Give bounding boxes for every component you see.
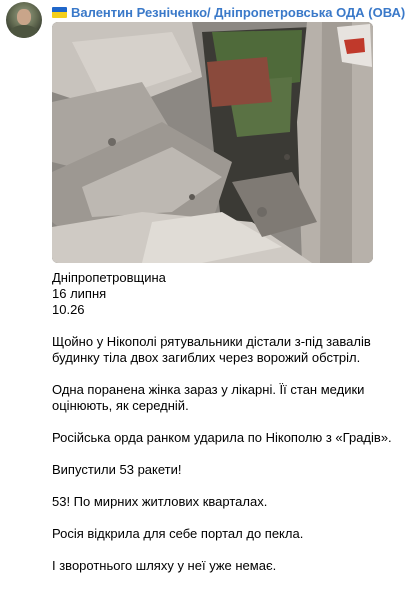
post-message [52,270,402,574]
post-paragraph: Випустили 53 ракети! [52,462,182,477]
avatar-face [17,9,31,25]
channel-name[interactable]: Валентин Резніченко/ Дніпропетровська ОДА (ОВА) [71,4,406,20]
post-paragraph: І зворотнього шляху у неї уже немає. [52,558,277,573]
post-paragraph: Росія відкрила для себе портал до пекла. [52,526,304,541]
post-paragraph: Російська орда ранком ударила по Нікополю з «Градів». [52,430,392,445]
channel-avatar[interactable] [6,2,42,38]
rubble-image [52,22,373,263]
post-date: 16 липня [52,286,107,301]
post-paragraph: Щойно у Нікополі рятувальники дістали з-під завалів будинку тіла двох загиблих через ворожий обстріл. [52,334,371,365]
post-paragraph: 53! По мирних житлових кварталах. [52,494,268,509]
channel-header[interactable] [52,4,405,20]
ukraine-flag-icon [52,7,67,18]
post-time: 10.26 [52,302,85,317]
post-paragraph: Одна поранена жінка зараз у лікарні. Її стан медики оцінюють, як середній. [52,382,365,413]
avatar-shoulders [9,25,39,38]
post-region: Дніпропетровщина [52,270,166,285]
post-photo[interactable] [52,22,373,263]
